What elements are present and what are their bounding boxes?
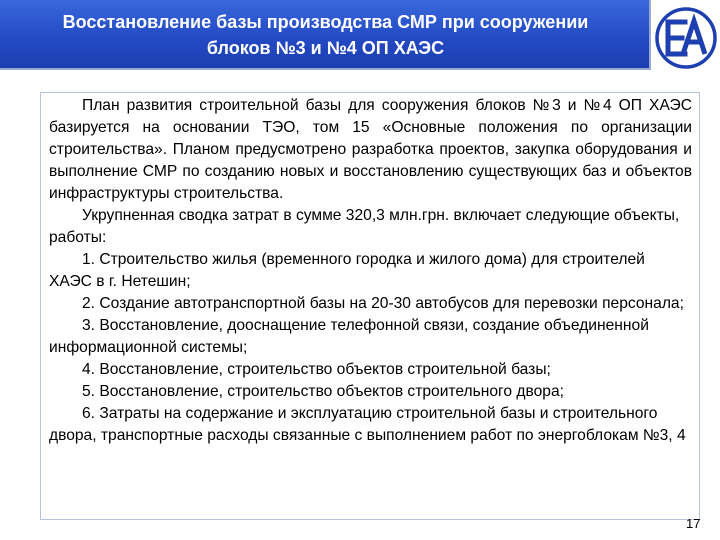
- slide-title-line-2: блоков №3 и №4 ОП ХАЭС: [206, 38, 445, 58]
- summary-paragraph: Укрупненная сводка затрат в сумме 320,3 млн.грн. включает следующие объекты, работы:: [49, 207, 680, 246]
- slide-title-line-1: Восстановление базы производства СМР при сооружении: [62, 12, 589, 32]
- list-item: 5. Восстановление, строительство объектов строительного двора;: [82, 383, 564, 400]
- intro-paragraph: План развития строительной базы для сооружения блоков №3 и №4 ОП ХАЭС базируется на основании ТЭО, том 15 «Основные положения по организации строительства». Планом предусмотрено разработка проектов, закупка оборудования и выполнение СМР по созданию новых и восстановлению существующих баз и объектов инфраструктуры строительства.: [49, 97, 692, 202]
- slide-title: [0, 9, 651, 61]
- ea-monogram-logo-icon: [654, 6, 718, 70]
- list-item: 2. Создание автотранспортной базы на 20-30 автобусов для перевозки персонала;: [82, 295, 684, 312]
- list-item: 1. Строительство жилья (временного городка и жилого дома) для строителей ХАЭС в г. Нетешин;: [49, 251, 645, 290]
- slide-header: [0, 0, 651, 70]
- page-number: 17: [686, 516, 701, 531]
- slide-body: [49, 95, 692, 447]
- list-item: 6. Затраты на содержание и эксплуатацию строительной базы и строительного двора, транспортные расходы связанные с выполнением работ по энергоблокам №3, 4: [49, 405, 686, 444]
- list-item: 3. Восстановление, дооснащение телефонной связи, создание объединенной информационной системы;: [49, 317, 649, 356]
- list-item: 4. Восстановление, строительство объектов строительной базы;: [82, 361, 551, 378]
